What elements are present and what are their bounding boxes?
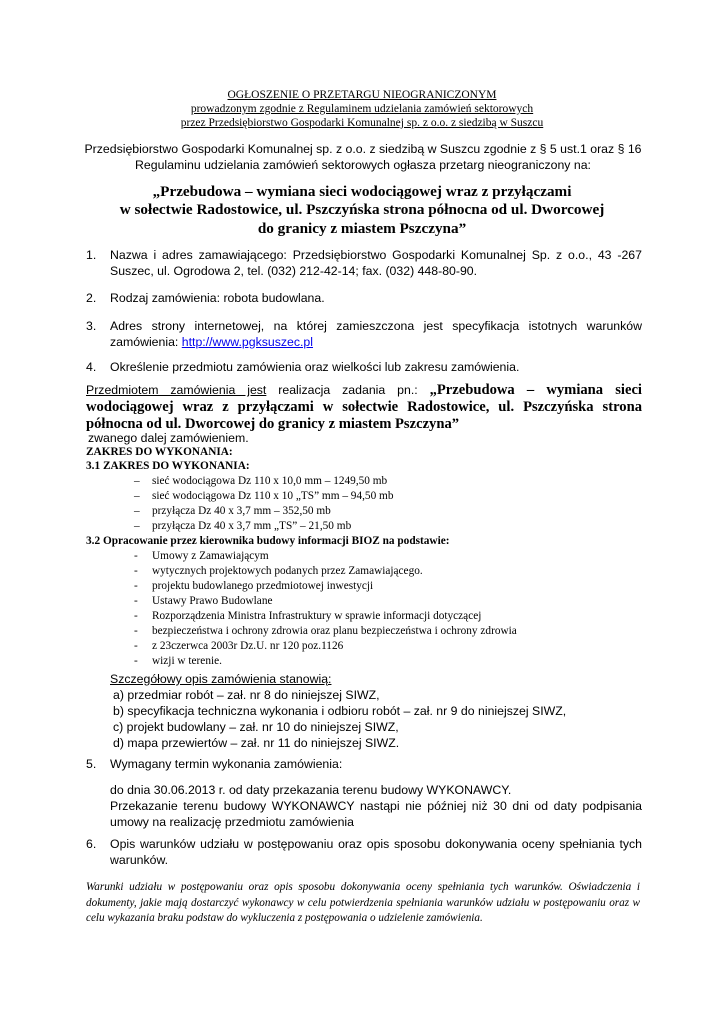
list-item	[86, 837, 642, 868]
list-item: – przyłącza Dz 40 x 3,7 mm „TS” – 21,50 mb	[134, 519, 646, 534]
subject-description	[86, 382, 642, 433]
section-3-1-heading: 3.1 ZAKRES DO WYKONANIA:	[86, 460, 250, 472]
deadline-note: Przekazanie terenu budowy WYKONAWCY nastąpi nie później niż 30 dni od daty podpisania umowy na realizację przedmiotu zamówienia	[110, 799, 642, 829]
deadline-date: do dnia 30.06.2013 r. od daty przekazania terenu budowy WYKONAWCY.	[110, 783, 512, 797]
list-item	[86, 757, 642, 773]
subject-mid: realizacja zadania pn.:	[266, 383, 430, 397]
intro-paragraph: Przedsiębiorstwo Gospodarki Komunalnej sp. z o.o. z siedzibą w Suszcu zgodnie z § 5 ust.1 oraz § 16 Regulaminu udzielania zamówień sektorowych ogłasza przetarg nieograniczony na:	[84, 142, 642, 172]
item-number: 4.	[86, 360, 97, 374]
deadline-block	[110, 782, 642, 830]
list-item	[86, 248, 642, 279]
list-item: – sieć wodociągowa Dz 110 x 10 „TS” mm – 94,50 mb	[134, 489, 646, 504]
item-number: 6.	[86, 837, 97, 851]
detailed-heading: Szczegółowy opis zamówienia stanowią:	[110, 672, 332, 686]
list-item: c) projekt budowlany – zał. nr 10 do niniejszej SIWZ,	[113, 720, 399, 734]
subject-name: „Przebudowa – wymiana sieci wodociągowej wraz z przyłączami w sołectwie Radostowice, ul. Pszczyńska strona północna od ul. Dworcowej do granicy z miastem Pszczyna”	[86, 382, 642, 432]
item-text: Określenie przedmiotu zamówienia oraz wielkości lub zakresu zamówienia.	[110, 360, 520, 374]
item-number: 3.	[86, 319, 97, 333]
list-item	[86, 291, 642, 307]
list-item: - Rozporządzenia Ministra Infrastruktury w sprawie informacji dotyczącej	[134, 609, 646, 624]
website-link[interactable]: http://www.pgksuszec.pl	[181, 334, 313, 349]
list-item: - wytycznych projektowych podanych przez Zamawiającego.	[134, 564, 646, 579]
item-text: Opis warunków udziału w postępowaniu oraz opis sposobu dokonywania oceny spełniania tych warunków.	[110, 837, 642, 867]
list-item: - wizji w terenie.	[134, 654, 646, 669]
subject-label: Przedmiotem zamówienia jest	[86, 383, 267, 397]
item-number: 1.	[86, 248, 97, 262]
bioz-list	[134, 549, 646, 669]
list-item: - Ustawy Prawo Budowlane	[134, 594, 646, 609]
header-subtitle-1: prowadzonym zgodnie z Regulaminem udzielania zamówień sektorowych	[190, 103, 534, 115]
subject-line-2: w sołectwie Radostowice, ul. Pszczyńska strona północna od ul. Dworcowej	[119, 201, 605, 219]
list-item: - bezpieczeństwa i ochrony zdrowia oraz planu bezpieczeństwa i ochrony zdrowia	[134, 624, 646, 639]
subject-line-1: „Przebudowa – wymiana sieci wodociągowej wraz z przyłączami	[152, 183, 572, 200]
document-header	[60, 88, 664, 130]
header-subtitle-2: przez Przedsiębiorstwo Gospodarki Komunalnej sp. z o.o. z siedzibą w Suszcu	[180, 117, 544, 129]
conditions-paragraph: Warunki udziału w postępowaniu oraz opis sposobu dokonywania oceny spełniania tych warunków. Oświadczenia i dokumenty, jakie mają dostarczyć wykonawcy w celu potwierdzenia spełniania warunków udziału w postępowaniu oraz w celu wykazania braku podstaw do wykluczenia z postępowania o udzielenie zamówienia.	[86, 881, 640, 924]
list-item: – przyłącza Dz 40 x 3,7 mm – 352,50 mb	[134, 504, 646, 519]
list-item	[86, 360, 642, 376]
section-3-1	[86, 459, 646, 534]
header-title: OGŁOSZENIE O PRZETARGU NIEOGRANICZONYM	[227, 89, 497, 101]
item-number: 5.	[86, 757, 97, 771]
subject-line-3: do granicy z miastem Pszczyna”	[257, 219, 467, 237]
section-3-2-heading: 3.2 Opracowanie przez kierownika budowy informacji BIOZ na podstawie:	[86, 535, 450, 547]
list-item: - Umowy z Zamawiającym	[134, 549, 646, 564]
list-item	[86, 319, 642, 350]
scope-heading: ZAKRES DO WYKONANIA:	[86, 446, 233, 458]
subject-after: zwanego dalej zamówieniem.	[88, 431, 249, 445]
item-text: Wymagany termin wykonania zamówienia:	[110, 757, 343, 771]
tender-subject	[92, 183, 632, 238]
item-text: Rodzaj zamówienia: robota budowlana.	[110, 291, 325, 305]
list-item: – sieć wodociągowa Dz 110 x 10,0 mm – 1249,50 mb	[134, 474, 646, 489]
scope-list	[134, 474, 646, 534]
list-item: - projektu budowlanego przedmiotowej inwestycji	[134, 579, 646, 594]
list-item: d) mapa przewiertów – zał. nr 11 do niniejszej SIWZ.	[113, 736, 400, 750]
list-item: - z 23czerwca 2003r Dz.U. nr 120 poz.1126	[134, 639, 646, 654]
item-text-body: Adres strony internetowej, na której zamieszczona jest specyfikacja istotnych warunków zamówienia:	[110, 319, 642, 349]
section-3-2	[86, 534, 646, 669]
list-item: b) specyfikacja techniczna wykonania i odbioru robót – zał. nr 9 do niniejszej SIWZ,	[113, 704, 567, 718]
item-text: Nazwa i adres zamawiającego: Przedsiębiorstwo Gospodarki Komunalnej Sp. z o.o., 43 -267 Suszec, ul. Ogrodowa 2, tel. (032) 212-42-14; fax. (032) 448-80-90.	[110, 248, 642, 278]
list-item: a) przedmiar robót – zał. nr 8 do niniejszej SIWZ,	[113, 688, 380, 702]
item-number: 2.	[86, 291, 97, 305]
item-text	[110, 319, 642, 350]
detailed-description	[110, 671, 650, 751]
